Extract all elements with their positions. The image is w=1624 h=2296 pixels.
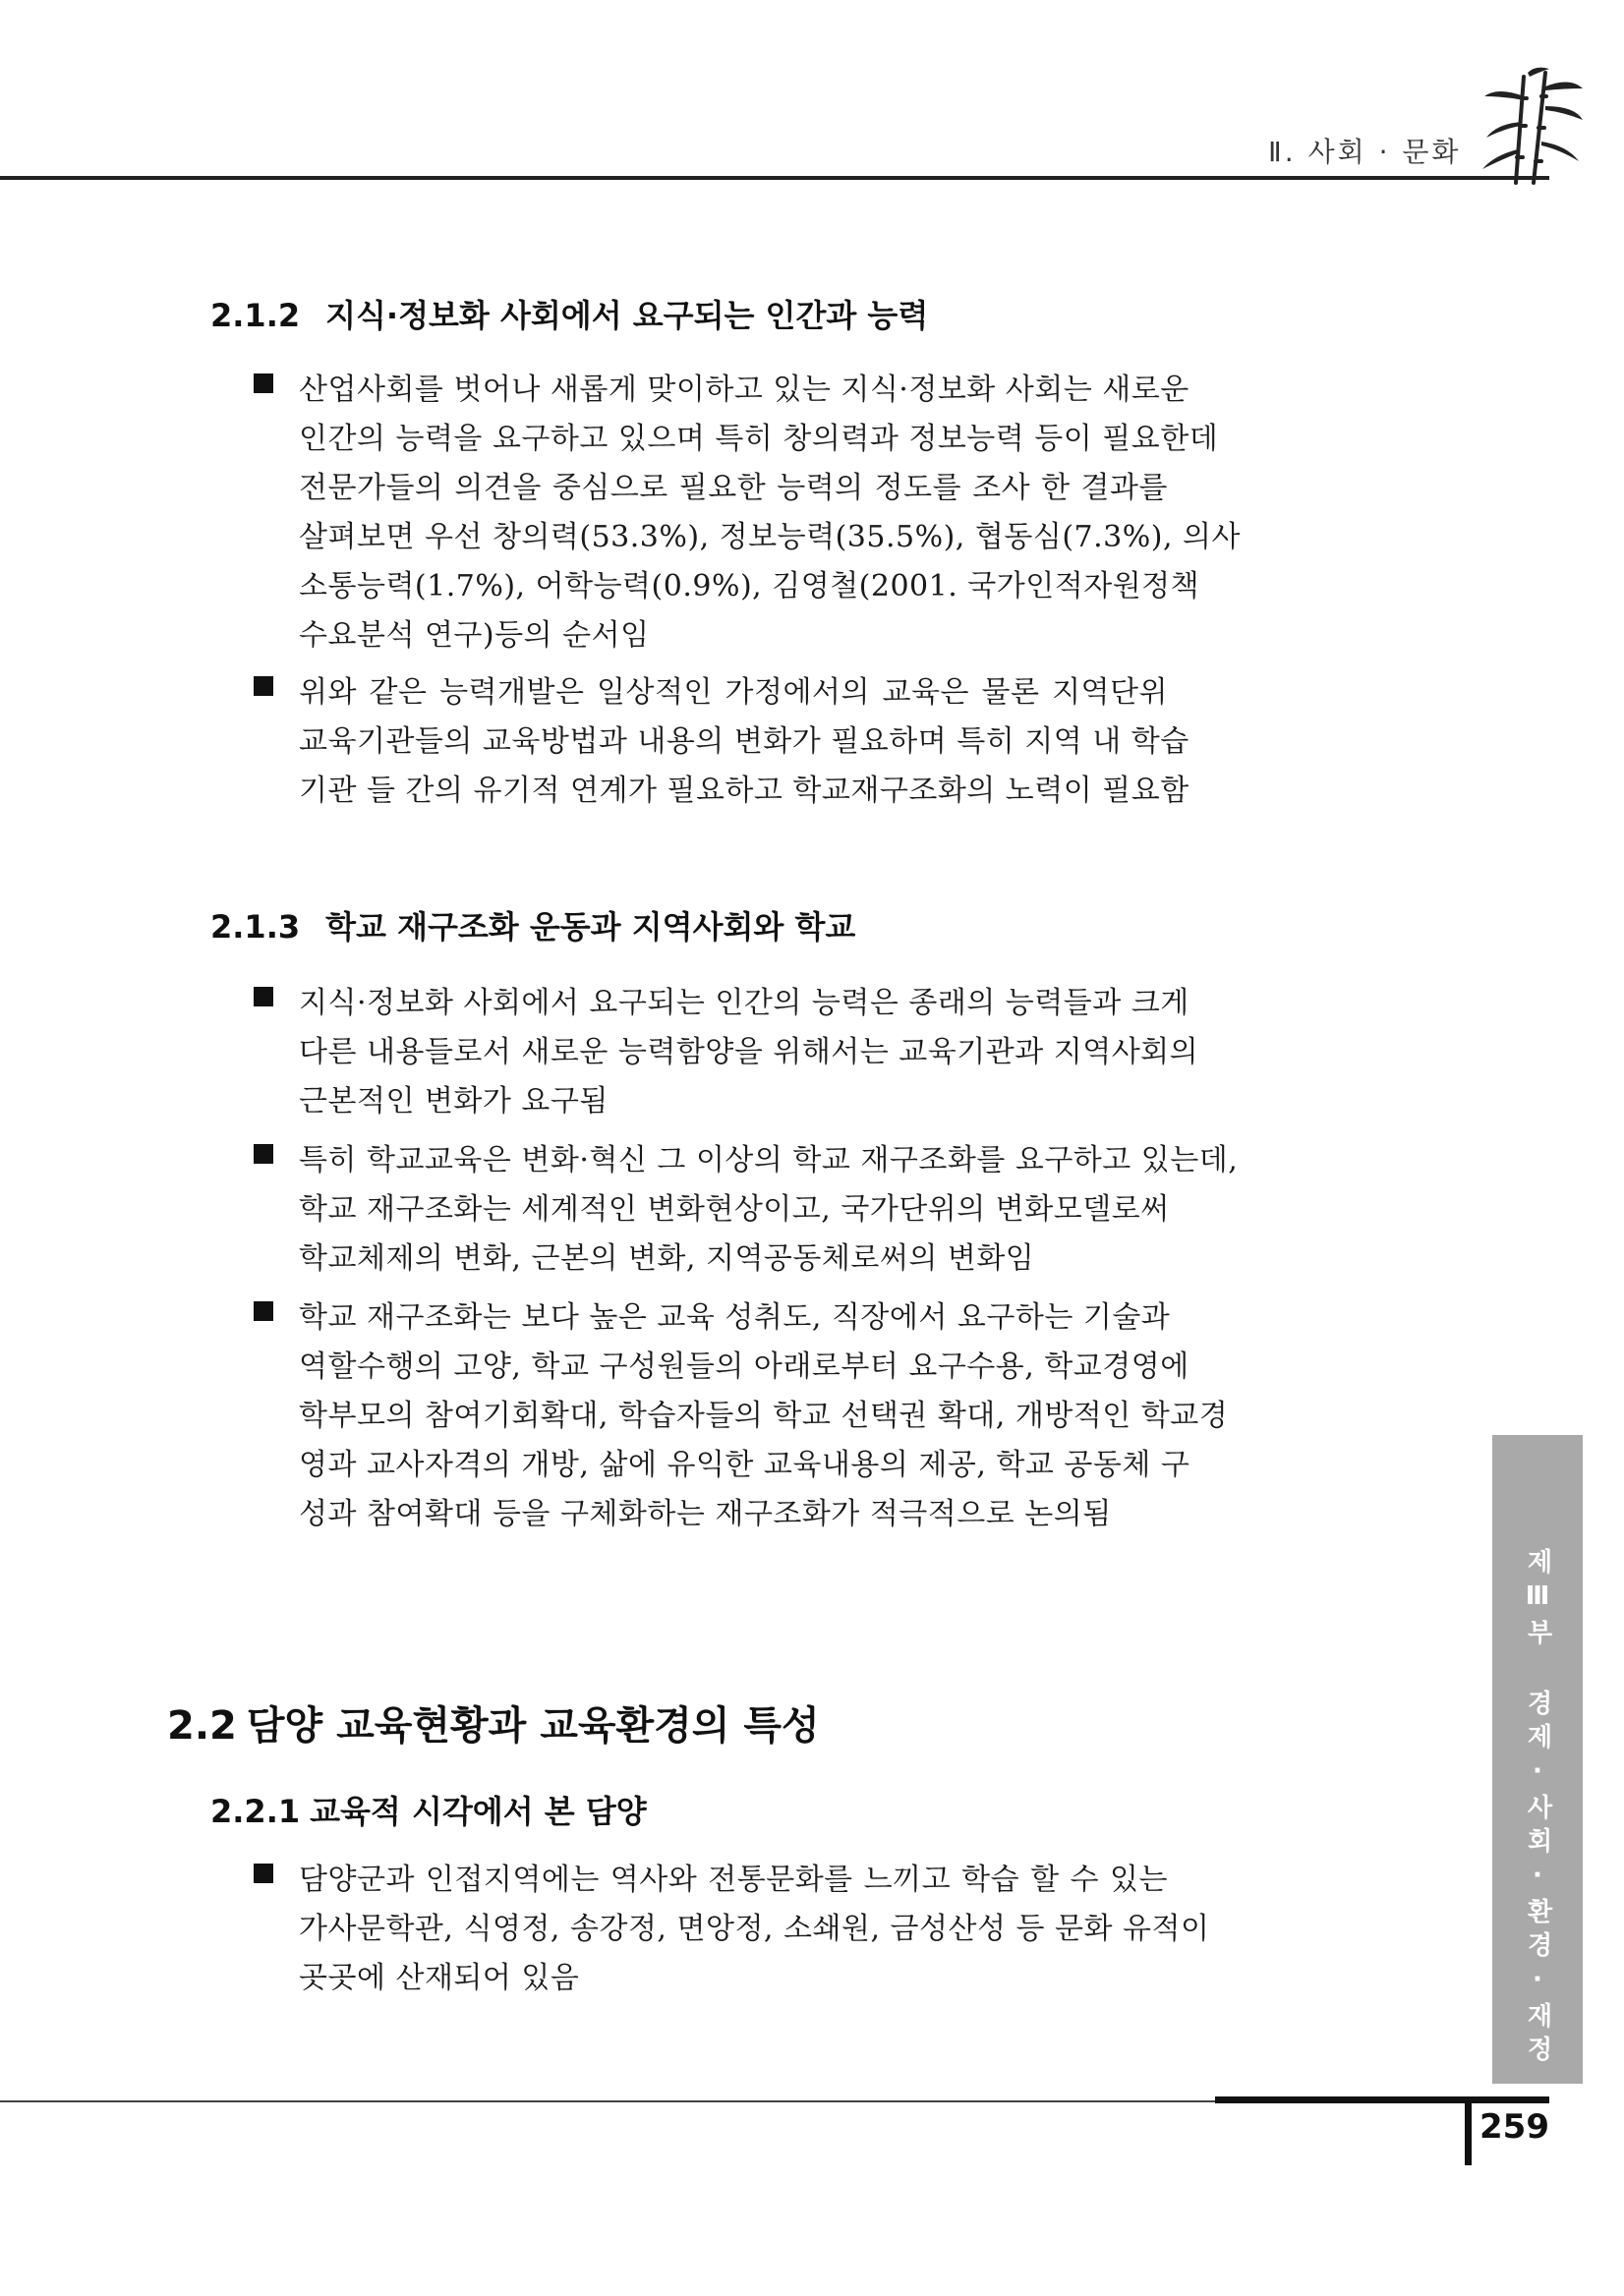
section-title: 교육적 시각에서 본 담양: [310, 1793, 647, 1830]
list-item: [254, 668, 1189, 816]
section-heading-2-1-3: [210, 902, 855, 947]
text-line: 인간의 능력을 요구하고 있으며 특히 창의력과 정보능력 등이 필요한데: [299, 422, 1219, 456]
text-line: 영과 교사자격의 개방, 삶에 유익한 교육내용의 제공, 학교 공동체 구: [299, 1448, 1190, 1482]
section-title: 학교 재구조화 운동과 지역사회와 학교: [325, 908, 856, 946]
text-line: 학교 재구조화는 보다 높은 교육 성취도, 직장에서 요구하는 기술과: [299, 1300, 1171, 1335]
bullet-square-icon: [254, 1144, 273, 1164]
text-line: 곳곳에 산재되어 있음: [299, 1961, 580, 1995]
bullet-square-icon: [254, 676, 273, 696]
text-line: 수요분석 연구)등의 순서임: [299, 618, 650, 653]
section-number: 2.1.2: [210, 297, 301, 334]
section-number: 2.2: [167, 1703, 237, 1749]
text-line: 지식·정보화 사회에서 요구되는 인간의 능력은 종래의 능력들과 크게: [299, 986, 1189, 1020]
list-item: [254, 979, 1199, 1126]
section-number: 2.2.1: [210, 1793, 301, 1830]
text-line: 성과 참여확대 등을 구체화하는 재구조화가 적극적으로 논의됨: [299, 1497, 1112, 1531]
text-line: 학교체제의 변화, 근본의 변화, 지역공동체로써의 변화임: [299, 1241, 1035, 1276]
text-line: 역할수행의 고양, 학교 구성원들의 아래로부터 요구수용, 학교경영에: [299, 1349, 1189, 1384]
text-line: 학부모의 참여기회확대, 학습자들의 학교 선택권 확대, 개방적인 학교경: [299, 1399, 1229, 1433]
bullet-square-icon: [254, 1301, 273, 1321]
text-line: 학교 재구조화는 세계적인 변화현상이고, 국가단위의 변화모델로써: [299, 1192, 1170, 1227]
text-line: 담양군과 인접지역에는 역사와 전통문화를 느끼고 학습 할 수 있는: [299, 1863, 1168, 1897]
footer-rule-accent: [1215, 2096, 1549, 2103]
list-item: [254, 1856, 1210, 2003]
section-title: 담양 교육현황과 교육환경의 특성: [246, 1703, 820, 1749]
text-line: 위와 같은 능력개발은 일상적인 가정에서의 교육은 물론 지역단위: [299, 675, 1168, 710]
text-line: 기관 들 간의 유기적 연계가 필요하고 학교재구조화의 노력이 필요함: [299, 774, 1189, 808]
text-line: 소통능력(1.7%), 어학능력(0.9%), 김영철(2001. 국가인적자원정책: [299, 569, 1200, 603]
page-number: 259: [1479, 2107, 1549, 2147]
header-section-label: Ⅱ. 사회 · 문화: [1268, 136, 1462, 168]
bullet-square-icon: [254, 987, 273, 1006]
list-item: [254, 1293, 1229, 1539]
list-item: [254, 1136, 1239, 1284]
chapter-side-tab: [1432, 1435, 1583, 2084]
section-heading-2-2-1: [210, 1787, 647, 1832]
section-heading-2-1-2: [210, 291, 928, 336]
section-heading-2-2: [167, 1694, 820, 1751]
list-item: [254, 366, 1241, 660]
section-title: 지식·정보화 사회에서 요구되는 인간과 능력: [325, 297, 929, 334]
section-number: 2.1.3: [210, 908, 301, 946]
text-line: 전문가들의 의견을 중심으로 필요한 능력의 정도를 조사 한 결과를: [299, 471, 1168, 505]
header-rule: [0, 176, 1549, 180]
bullet-square-icon: [254, 373, 273, 393]
chapter-side-tab-label: 제Ⅲ부 경제·사회·환경·재정계획: [1432, 1548, 1552, 2069]
text-line: 가사문학관, 식영정, 송강정, 면앙정, 소쇄원, 금성산성 등 문화 유적이: [299, 1912, 1210, 1946]
text-line: 특히 학교교육은 변화·혁신 그 이상의 학교 재구조화를 요구하고 있는데,: [299, 1143, 1239, 1177]
text-line: 살펴보면 우선 창의력(53.3%), 정보능력(35.5%), 협동심(7.3%), 의사: [299, 520, 1241, 554]
text-line: 교육기관들의 교육방법과 내용의 변화가 필요하며 특히 지역 내 학습: [299, 724, 1189, 759]
text-line: 근본적인 변화가 요구됨: [299, 1084, 609, 1119]
page-number-divider: [1465, 2096, 1472, 2165]
bamboo-icon: [1477, 67, 1585, 185]
text-line: 산업사회를 벗어나 새롭게 맞이하고 있는 지식·정보화 사회는 새로운: [299, 373, 1189, 407]
bullet-square-icon: [254, 1864, 273, 1883]
footer-rule: [0, 2100, 1215, 2102]
text-line: 다른 내용들로서 새로운 능력함양을 위해서는 교육기관과 지역사회의: [299, 1035, 1199, 1069]
